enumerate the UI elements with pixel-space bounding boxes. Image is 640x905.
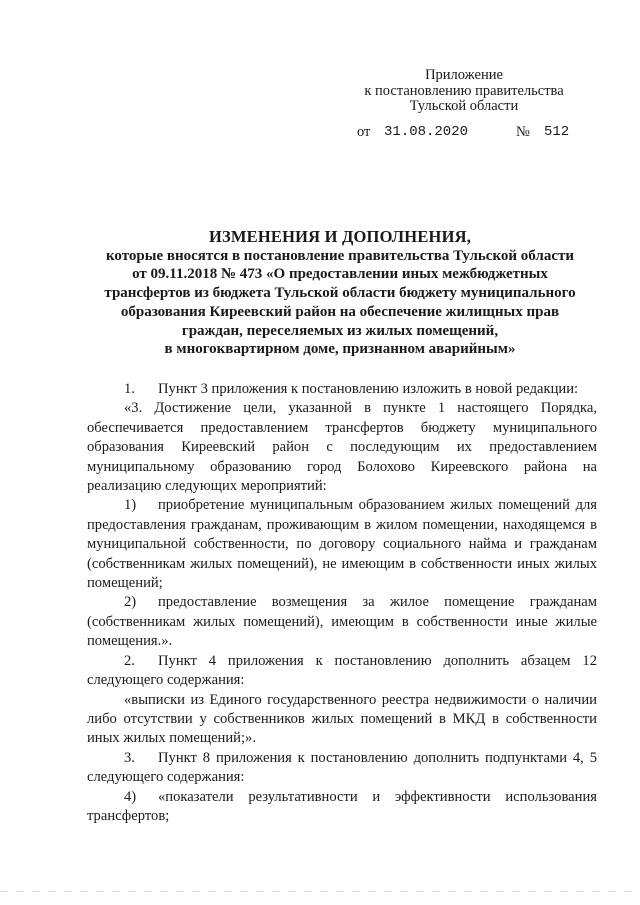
number-sign: № [516,124,530,140]
subitem-number: 2) [124,594,137,611]
subitem-number: 4) [124,788,137,805]
paragraph-item-1 [87,380,597,399]
resolution-number: 512 [544,124,570,140]
appendix-region: Тульской области [409,98,519,114]
paragraph-item-3 [87,749,597,788]
heading-line: граждан, переселяемых из жилых помещений, [181,322,499,339]
paragraph-text: Пункт 8 приложения к постановлению дополнить подпунктами 4, 5 следующего содержания: [87,749,597,786]
heading-line: трансфертов из бюджета Тульской области бюджету муниципального [104,285,576,302]
heading-line: от 09.11.2018 № 473 «О предоставлении иных межбюджетных [132,266,548,283]
appendix-title: Приложение [425,67,503,83]
heading-line: образования Киреевский район на обеспечение жилищных прав [120,303,560,320]
paragraph-text: Пункт 4 приложения к постановлению дополнить абзацем 12 следующего содержания: [87,652,597,689]
paragraph-text: «показатели результативности и эффективности использования трансфертов; [87,788,597,824]
document-heading [70,228,610,359]
paragraph-text: предоставление возмещения за жилое помещение гражданам (собственникам жилых помещений), имеющим в собственности иные жилые помещения.». [87,594,597,650]
heading-title: ИЗМЕНЕНИЯ И ДОПОЛНЕНИЯ, [208,227,472,246]
item-number: 2. [124,652,135,669]
appendix-header [352,68,576,115]
paragraph-subitem-2 [87,593,597,651]
paragraph-subitem-1 [87,496,597,593]
appendix-to-resolution: к постановлению правительства [364,82,564,99]
paragraph-quote-extract [87,691,597,749]
paragraph-text: Пункт 3 приложения к постановлению изложить в новой редакции: [158,381,579,397]
item-number: 1. [124,381,135,397]
scan-edge-artifact [0,891,640,892]
subitem-number: 1) [124,497,137,514]
paragraph-item-2 [87,652,597,691]
paragraph-subitem-4 [87,788,597,827]
heading-line: в многоквартирном доме, признанном аварийным» [164,341,516,358]
paragraph-text: «3. Достижение цели, указанной в пункте 1 настоящего Порядка, обеспечивается предоставлением трансфертов бюджету муниципального образования Киреевский район с последующим их предоставлением муниципальному образованию город Болохово Киреевского района на реализацию следующих мероприятий: [87,400,597,495]
paragraph-text: «выписки из Единого государственного реестра недвижимости о наличии либо отсутствии у собственников жилых помещений в МКД в собственности иных жилых помещений;». [87,691,597,747]
document-body [87,380,597,826]
date-prefix: от [357,124,371,140]
resolution-date: 31.08.2020 [384,124,469,140]
paragraph-quote-clause-3 [87,399,597,496]
paragraph-text: приобретение муниципальным образованием жилых помещений для предоставления гражданам, проживающим в жилом помещении, находящемся в муниципальной собственности, по договору социального найма и гражданам (собственникам жилых помещений), не имеющим в собственности иных жилых помещений; [87,497,597,592]
heading-line: которые вносятся в постановление правительства Тульской области [105,247,575,264]
item-number: 3. [124,749,135,766]
